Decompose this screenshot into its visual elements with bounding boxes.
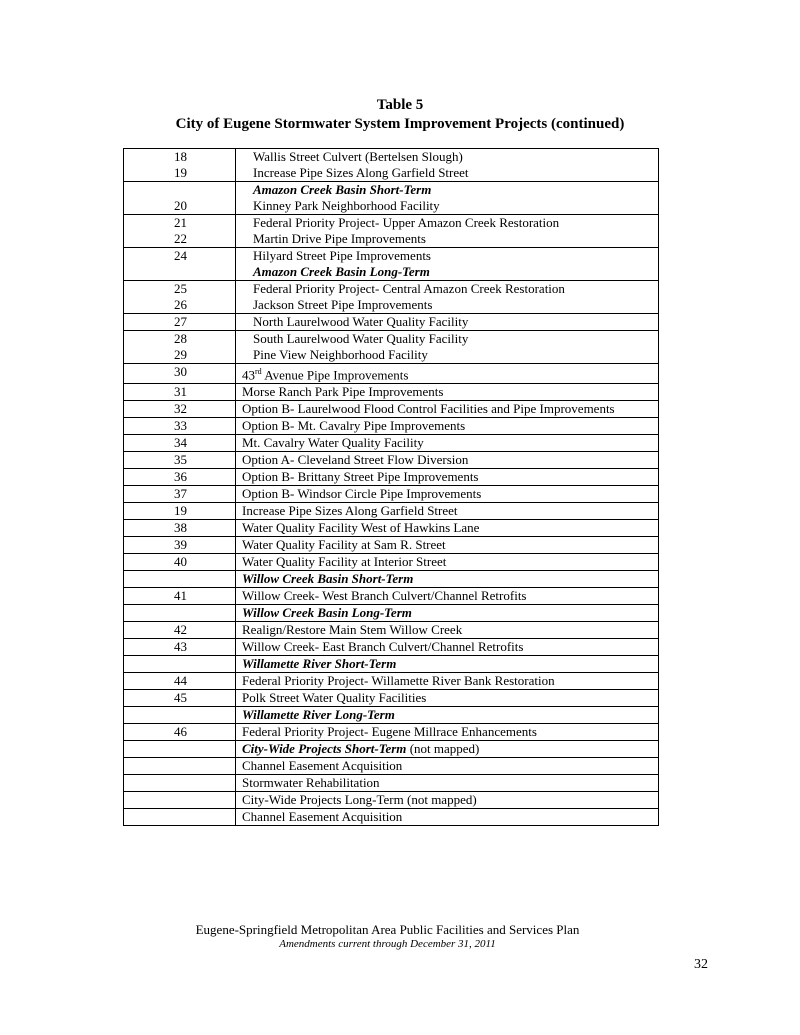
description-text: Morse Ranch Park Pipe Improvements xyxy=(242,384,444,400)
project-description xyxy=(236,520,659,537)
description-text: Option B- Brittany Street Pipe Improvements xyxy=(242,469,479,485)
project-description xyxy=(236,297,659,314)
project-description xyxy=(236,775,659,792)
project-number xyxy=(124,571,236,588)
description-text: Federal Priority Project- Eugene Millrace Enhancements xyxy=(242,724,537,740)
project-number: 29 xyxy=(124,347,236,364)
project-description xyxy=(236,537,659,554)
table-row xyxy=(124,758,659,775)
section-title: Willamette River Long-Term xyxy=(242,707,395,723)
project-description xyxy=(236,281,659,298)
table-row xyxy=(124,401,659,418)
project-number xyxy=(124,792,236,809)
project-number: 32 xyxy=(124,401,236,418)
section-title: City-Wide Projects Short-Term xyxy=(242,741,407,757)
section-title: Willow Creek Basin Long-Term xyxy=(242,605,412,621)
project-number: 46 xyxy=(124,724,236,741)
project-number xyxy=(124,264,236,281)
project-number: 33 xyxy=(124,418,236,435)
project-number: 31 xyxy=(124,384,236,401)
description-text: Federal Priority Project- Upper Amazon Creek Restoration xyxy=(253,215,560,230)
project-number: 28 xyxy=(124,331,236,348)
description-text: Mt. Cavalry Water Quality Facility xyxy=(242,435,424,451)
project-description xyxy=(236,486,659,503)
description-text: Wallis Street Culvert (Bertelsen Slough) xyxy=(253,149,463,164)
project-number: 27 xyxy=(124,314,236,331)
project-description xyxy=(236,622,659,639)
description-text: Polk Street Water Quality Facilities xyxy=(242,690,427,706)
project-description xyxy=(236,347,659,364)
description-text: Federal Priority Project- Willamette River Bank Restoration xyxy=(242,673,555,689)
description-text: Channel Easement Acquisition xyxy=(242,758,403,774)
table-row xyxy=(124,198,659,215)
project-number: 25 xyxy=(124,281,236,298)
table-subtitle: City of Eugene Stormwater System Improvement Projects (continued) xyxy=(175,116,625,132)
table-row xyxy=(124,775,659,792)
description-text: Kinney Park Neighborhood Facility xyxy=(253,198,440,213)
project-description xyxy=(236,690,659,707)
table-row xyxy=(124,314,659,331)
description-text: Stormwater Rehabilitation xyxy=(242,775,380,791)
project-description xyxy=(236,215,659,232)
avenue-number: 43 xyxy=(242,367,255,383)
table-title: Table 5 xyxy=(376,97,424,113)
project-description xyxy=(236,418,659,435)
page-number: 32 xyxy=(694,957,708,972)
project-description xyxy=(236,384,659,401)
project-number: 44 xyxy=(124,673,236,690)
project-number: 34 xyxy=(124,435,236,452)
description-text: Pine View Neighborhood Facility xyxy=(253,347,428,362)
table-row xyxy=(124,503,659,520)
section-header xyxy=(236,741,659,758)
description-text: Option B- Windsor Circle Pipe Improvements xyxy=(242,486,482,502)
project-number xyxy=(124,656,236,673)
description-text: Water Quality Facility West of Hawkins Lane xyxy=(242,520,480,536)
description-text: Willow Creek- West Branch Culvert/Channel Retrofits xyxy=(242,588,527,604)
footer-amendments: Amendments current through December 31, 2011 xyxy=(279,938,496,950)
project-description xyxy=(236,314,659,331)
project-description xyxy=(236,248,659,265)
table-row xyxy=(124,281,659,298)
project-number: 22 xyxy=(124,231,236,248)
table-row xyxy=(124,248,659,265)
table-row xyxy=(124,673,659,690)
project-description xyxy=(236,503,659,520)
section-header-row xyxy=(124,741,659,758)
project-number: 41 xyxy=(124,588,236,605)
project-number: 43 xyxy=(124,639,236,656)
ordinal-suffix: rd xyxy=(255,367,262,376)
table-row xyxy=(124,418,659,435)
table-row xyxy=(124,520,659,537)
section-header xyxy=(236,656,659,673)
description-text: Water Quality Facility at Interior Street xyxy=(242,554,447,570)
table-row xyxy=(124,215,659,232)
table-row xyxy=(124,452,659,469)
project-description xyxy=(236,639,659,656)
project-description xyxy=(236,758,659,775)
table-row xyxy=(124,554,659,571)
table-row xyxy=(124,331,659,348)
project-description xyxy=(236,809,659,826)
description-text: Federal Priority Project- Central Amazon Creek Restoration xyxy=(253,281,565,296)
table-row xyxy=(124,588,659,605)
project-description xyxy=(236,724,659,741)
project-number: 21 xyxy=(124,215,236,232)
section-title: Willow Creek Basin Short-Term xyxy=(242,571,414,587)
project-number: 26 xyxy=(124,297,236,314)
project-description xyxy=(236,165,659,182)
project-description xyxy=(236,331,659,348)
description-text: Water Quality Facility at Sam R. Street xyxy=(242,537,446,553)
project-number xyxy=(124,758,236,775)
section-header-row xyxy=(124,182,659,199)
table-row xyxy=(124,231,659,248)
description-text: Option B- Mt. Cavalry Pipe Improvements xyxy=(242,418,466,434)
project-description xyxy=(236,588,659,605)
section-title: Amazon Creek Basin Long-Term xyxy=(253,264,430,279)
project-description xyxy=(236,401,659,418)
table-row xyxy=(124,297,659,314)
description-text: Realign/Restore Main Stem Willow Creek xyxy=(242,622,463,638)
table-row xyxy=(124,165,659,182)
section-title: Amazon Creek Basin Short-Term xyxy=(253,182,432,197)
description-text: Avenue Pipe Improvements xyxy=(264,367,409,383)
description-text: Martin Drive Pipe Improvements xyxy=(253,231,426,246)
project-number xyxy=(124,809,236,826)
description-text: Option A- Cleveland Street Flow Diversion xyxy=(242,452,469,468)
project-number xyxy=(124,182,236,199)
table-row xyxy=(124,469,659,486)
table-row xyxy=(124,809,659,826)
table-row xyxy=(124,724,659,741)
table-row xyxy=(124,792,659,809)
project-number: 39 xyxy=(124,537,236,554)
description-text: North Laurelwood Water Quality Facility xyxy=(253,314,469,329)
section-header-row xyxy=(124,605,659,622)
table-row xyxy=(124,384,659,401)
project-number: 45 xyxy=(124,690,236,707)
table-row xyxy=(124,435,659,452)
project-description xyxy=(236,554,659,571)
description-text: Jackson Street Pipe Improvements xyxy=(253,297,433,312)
project-description xyxy=(236,435,659,452)
table-row xyxy=(124,639,659,656)
section-header xyxy=(236,707,659,724)
project-number: 18 xyxy=(124,149,236,166)
project-number: 35 xyxy=(124,452,236,469)
project-number: 30 xyxy=(124,364,236,384)
project-description xyxy=(236,469,659,486)
project-number: 37 xyxy=(124,486,236,503)
description-text: Increase Pipe Sizes Along Garfield Street xyxy=(253,165,469,180)
section-header-row xyxy=(124,656,659,673)
project-number: 40 xyxy=(124,554,236,571)
section-header xyxy=(236,264,659,281)
section-header-row xyxy=(124,571,659,588)
project-number: 20 xyxy=(124,198,236,215)
projects-table xyxy=(123,148,659,826)
project-description xyxy=(236,673,659,690)
section-header xyxy=(236,571,659,588)
not-mapped-note: (not mapped) xyxy=(406,741,480,757)
project-number: 19 xyxy=(124,165,236,182)
description-text: Option B- Laurelwood Flood Control Facilities and Pipe Improvements xyxy=(242,401,615,417)
project-description xyxy=(236,452,659,469)
table-row xyxy=(124,149,659,166)
description-text: Hilyard Street Pipe Improvements xyxy=(253,248,431,263)
section-header-row xyxy=(124,264,659,281)
project-description xyxy=(236,364,659,384)
section-header-row xyxy=(124,707,659,724)
project-number xyxy=(124,707,236,724)
footer-plan-title: Eugene-Springfield Metropolitan Area Public Facilities and Services Plan xyxy=(195,922,580,937)
project-number: 24 xyxy=(124,248,236,265)
description-text: Channel Easement Acquisition xyxy=(242,809,403,825)
table-row xyxy=(124,690,659,707)
project-number: 42 xyxy=(124,622,236,639)
project-description xyxy=(236,149,659,166)
table-row xyxy=(124,364,659,384)
table-row xyxy=(124,486,659,503)
description-text: Willow Creek- East Branch Culvert/Channel Retrofits xyxy=(242,639,524,655)
project-number xyxy=(124,605,236,622)
project-number: 19 xyxy=(124,503,236,520)
project-description xyxy=(236,792,659,809)
description-text: Increase Pipe Sizes Along Garfield Street xyxy=(242,503,458,519)
section-header xyxy=(236,182,659,199)
section-header xyxy=(236,605,659,622)
project-description xyxy=(236,231,659,248)
description-text: South Laurelwood Water Quality Facility xyxy=(253,331,469,346)
description-text: City-Wide Projects Long-Term (not mapped) xyxy=(242,792,477,808)
section-title: Willamette River Short-Term xyxy=(242,656,397,672)
project-number: 36 xyxy=(124,469,236,486)
project-number xyxy=(124,775,236,792)
table-row xyxy=(124,347,659,364)
table-row xyxy=(124,537,659,554)
project-number xyxy=(124,741,236,758)
project-description xyxy=(236,198,659,215)
table-row xyxy=(124,622,659,639)
project-number: 38 xyxy=(124,520,236,537)
